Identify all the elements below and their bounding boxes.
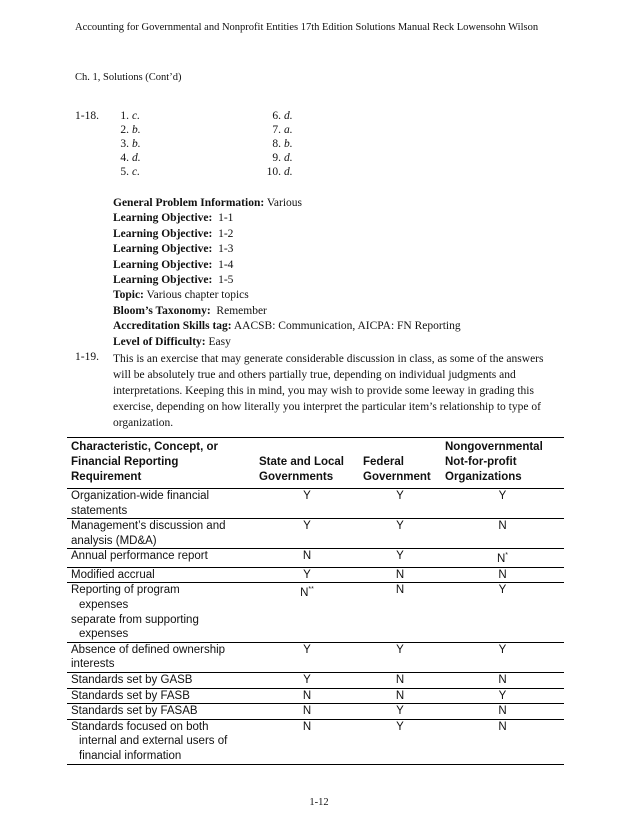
cell-federal: N (395, 689, 405, 702)
cell-federal: N (395, 584, 405, 597)
info-line: Topic: Various chapter topics (113, 289, 249, 302)
cell-federal: N (395, 673, 405, 686)
row-label: Absence of defined ownership interests (71, 643, 226, 671)
table-row (67, 567, 564, 583)
answer-item: 4. d. (120, 152, 141, 164)
answer-item: 2. b. (120, 124, 141, 136)
cell-state: Y (303, 520, 311, 533)
table-row (67, 704, 564, 720)
answer-item: 1. c. (120, 110, 140, 122)
cell-nfp: N (498, 568, 507, 581)
info-line: Level of Difficulty: Easy (113, 335, 231, 348)
answer-item: 10. d. (266, 166, 293, 178)
cell-state: Y (303, 568, 311, 581)
answer-item: 7. a. (272, 124, 293, 136)
info-line: Learning Objective: 1-3 (113, 243, 234, 256)
table-header-row (67, 438, 564, 489)
info-line: Learning Objective: 1-5 (113, 274, 234, 287)
table-row (67, 672, 564, 688)
cell-state: Y (303, 673, 311, 686)
table-row (67, 719, 564, 764)
cell-nfp: N (498, 520, 507, 533)
cell-state: Y (303, 490, 311, 502)
footnote-marker: ** (308, 586, 314, 594)
section-heading: Ch. 1, Solutions (Cont’d) (75, 72, 182, 83)
page-number: 1-12 (309, 797, 329, 808)
row-label: Reporting of program expenses separate from supporting expenses (71, 584, 199, 641)
cell-federal: Y (396, 643, 404, 656)
cell-nfp: Y (498, 643, 507, 656)
cell-nfp: N (498, 720, 507, 733)
info-line: Accreditation Skills tag: AACSB: Communication, AICPA: FN Reporting (113, 320, 461, 333)
answer-item: 6. d. (272, 110, 293, 122)
column-header-nfp: Nongovernmental Not-for-profit Organizations (445, 441, 543, 483)
footnote-marker: * (505, 552, 509, 560)
cell-nfp: Y (498, 689, 507, 702)
cell-state: N (302, 550, 312, 563)
cell-state: Y (303, 643, 311, 656)
cell-federal: Y (396, 550, 404, 563)
answer-item: 5. c. (120, 166, 140, 178)
row-label: Standards set by FASAB (71, 705, 198, 718)
info-line: Bloom’s Taxonomy: Remember (113, 304, 267, 317)
exercise-paragraph: This is an exercise that may generate considerable discussion in class, as some of the answers will be absolutely true and others partially true, depending on individual judgments and interpretations. Keeping this in mind, you may wish to provide some leeway in grading this exercise, depending on how literally you interpret the particular item’s relationship to type of organization. (113, 353, 544, 429)
answer-item: 8. b. (272, 138, 293, 150)
cell-state: N** (300, 586, 314, 600)
running-head: Accounting for Governmental and Nonprofit Entities 17th Edition Solutions Manual Reck Lowensohn Wilson (75, 22, 539, 33)
cell-federal: Y (396, 720, 404, 733)
cell-state: N (302, 720, 312, 733)
cell-nfp: Y (498, 584, 507, 597)
cell-federal: Y (396, 520, 404, 533)
row-label: Annual performance report (71, 550, 208, 563)
answer-item: 9. d. (272, 152, 293, 164)
table-row (67, 642, 564, 672)
info-line: Learning Objective: 1-2 (113, 227, 234, 240)
cell-nfp: N* (496, 552, 509, 566)
cell-federal: Y (396, 705, 404, 718)
exercise-number-1-18: 1-18. (75, 110, 99, 122)
row-label: Standards set by FASB (71, 689, 190, 702)
info-line: Learning Objective: 1-1 (113, 212, 234, 225)
cell-nfp: N (498, 673, 507, 686)
row-label: Organization-wide financial statements (71, 490, 210, 517)
column-header-federal: Federal Government (363, 456, 431, 483)
row-label: Management’s discussion and analysis (MD&A) (71, 520, 226, 547)
cell-nfp: Y (498, 490, 507, 502)
problem-info (113, 196, 461, 350)
table-row (67, 519, 564, 549)
column-header-characteristic: Characteristic, Concept, or Financial Reporting Requirement (71, 441, 218, 483)
table-row (67, 549, 564, 567)
cell-nfp: N (498, 705, 507, 718)
characteristics-table (67, 437, 564, 765)
table-row (67, 583, 564, 642)
exercise-number-1-19: 1-19. (75, 351, 99, 363)
cell-federal: N (395, 568, 405, 581)
cell-federal: Y (396, 490, 404, 502)
row-label: Standards set by GASB (71, 673, 193, 686)
cell-state: N (302, 689, 312, 702)
table-row (67, 489, 564, 519)
info-line: Learning Objective: 1-4 (113, 258, 234, 271)
row-label: Standards focused on both internal and external users of financial information (71, 720, 228, 762)
column-header-state-local: State and Local Governments (259, 456, 344, 483)
cell-state: N (302, 705, 312, 718)
answer-item: 3. b. (120, 138, 141, 150)
row-label: Modified accrual (71, 568, 155, 581)
info-line: General Problem Information: Various (113, 197, 302, 209)
table-row (67, 688, 564, 704)
